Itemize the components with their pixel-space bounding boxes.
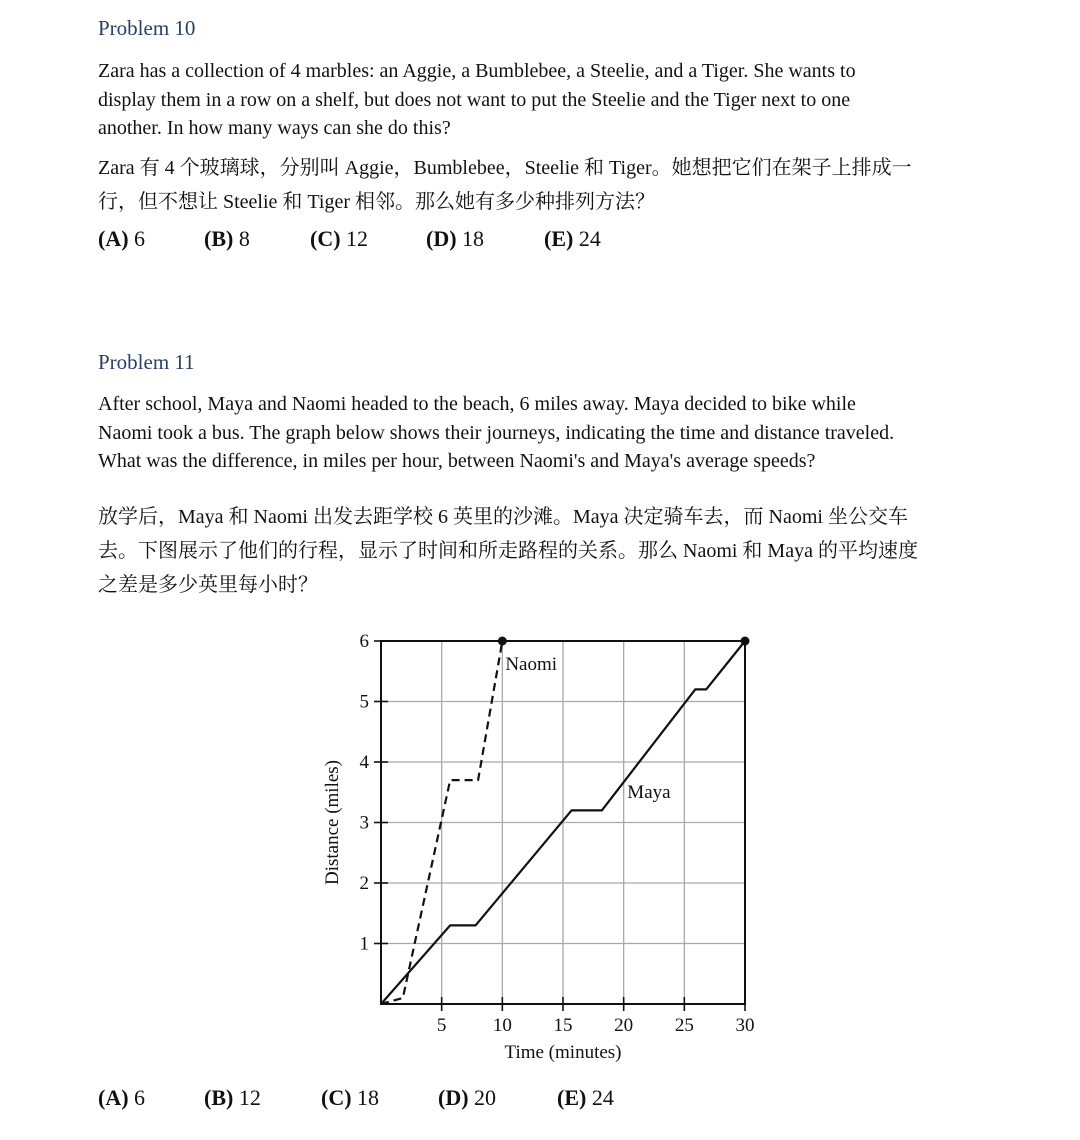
y-axis-label: Distance (miles) xyxy=(322,759,343,886)
y-tick-label: 1 xyxy=(359,933,369,955)
choice-label: (B) xyxy=(204,1085,234,1110)
y-tick-label: 2 xyxy=(359,873,369,894)
choice-label: (E) xyxy=(544,226,574,251)
x-tick-label: 10 xyxy=(492,1015,512,1036)
series-label-naomi: Naomi xyxy=(505,654,558,675)
endpoint-dot xyxy=(741,637,750,646)
problem-11-en-line: What was the difference, in miles per hour, between Naomi's and Maya's average speeds? xyxy=(98,450,816,472)
choice-d[interactable] xyxy=(426,226,484,252)
x-tick-label: 5 xyxy=(436,1015,447,1036)
y-tick-label: 3 xyxy=(359,812,369,834)
problem-10-en-line: another. In how many ways can she do this? xyxy=(98,117,451,139)
problem-11-en-line: Naomi took a bus. The graph below shows their journeys, indicating the time and distance traveled. xyxy=(98,421,895,444)
x-axis-label: Time (minutes) xyxy=(504,1042,622,1063)
choice-d[interactable] xyxy=(438,1085,496,1111)
y-tick-label: 6 xyxy=(359,631,369,652)
x-tick-label: 30 xyxy=(735,1015,755,1036)
choice-label: (D) xyxy=(426,226,457,251)
problem-10-en-line: display them in a row on a shelf, but does not want to put the Steelie and the Tiger next to one xyxy=(98,88,851,111)
problem-10-en-line: Zara has a collection of 4 marbles: an Aggie, a Bumblebee, a Steelie, and a Tiger. She wants to xyxy=(98,60,856,82)
choice-label: (C) xyxy=(310,226,341,251)
problem-11-zh-line: 放学后，Maya 和 Naomi 出发去距学校 6 英里的沙滩。Maya 决定骑车去，而 Naomi 坐公交车 xyxy=(98,506,908,528)
series-label-maya: Maya xyxy=(627,782,671,803)
problem-11-zh-line: 之差是多少英里每小时？ xyxy=(98,574,318,596)
choice-label: (B) xyxy=(204,226,234,251)
problem-11-text-zh xyxy=(98,500,998,602)
choice-value: 6 xyxy=(134,1085,146,1110)
choice-b[interactable] xyxy=(204,1085,261,1111)
choice-a[interactable] xyxy=(98,1085,145,1111)
choice-e[interactable] xyxy=(557,1085,614,1111)
y-tick-label: 5 xyxy=(359,691,369,713)
problem-11-heading: Problem 11 xyxy=(98,350,195,374)
problem-10-text-en xyxy=(98,57,998,143)
choice-value: 18 xyxy=(462,226,485,251)
x-tick-label: 15 xyxy=(553,1015,573,1036)
problem-10-zh-line: Zara 有 4 个玻璃球，分别叫 Aggie，Bumblebee，Steelie 和 Tiger。她想把它们在架子上排成一 xyxy=(98,157,912,179)
choice-value: 20 xyxy=(474,1085,497,1110)
choice-value: 24 xyxy=(578,226,601,251)
distance-time-chart xyxy=(0,610,1080,1070)
choice-label: (E) xyxy=(557,1085,587,1110)
choice-value: 12 xyxy=(238,1085,261,1110)
choice-value: 24 xyxy=(591,1085,614,1110)
endpoint-dot xyxy=(498,637,507,646)
problem-10-text-zh xyxy=(98,151,998,219)
x-tick-label: 25 xyxy=(674,1015,694,1036)
choice-e[interactable] xyxy=(544,226,601,252)
choice-label: (A) xyxy=(98,226,129,251)
choice-a[interactable] xyxy=(98,226,145,252)
choice-value: 8 xyxy=(238,226,250,251)
choice-c[interactable] xyxy=(310,226,368,252)
axis-ticks xyxy=(360,631,755,1036)
problem-10-heading: Problem 10 xyxy=(98,16,196,40)
choice-label: (A) xyxy=(98,1085,129,1110)
choice-b[interactable] xyxy=(204,226,250,252)
problem-11-en-line: After school, Maya and Naomi headed to the beach, 6 miles away. Maya decided to bike while xyxy=(98,393,856,415)
choice-value: 18 xyxy=(357,1085,380,1110)
choice-c[interactable] xyxy=(321,1085,379,1111)
choice-label: (C) xyxy=(321,1085,352,1110)
choice-value: 6 xyxy=(134,226,146,251)
y-tick-label: 4 xyxy=(359,752,369,773)
choice-label: (D) xyxy=(438,1085,469,1110)
choice-value: 12 xyxy=(346,226,369,251)
chart-series xyxy=(381,637,750,1005)
x-tick-label: 20 xyxy=(614,1015,634,1036)
problem-11-text-en xyxy=(98,390,998,476)
problem-11-zh-line: 去。下图展示了他们的行程，显示了时间和所走路程的关系。那么 Naomi 和 Maya 的平均速度 xyxy=(98,540,918,562)
problem-10-zh-line: 行，但不想让 Steelie 和 Tiger 相邻。那么她有多少种排列方法？ xyxy=(98,191,656,213)
